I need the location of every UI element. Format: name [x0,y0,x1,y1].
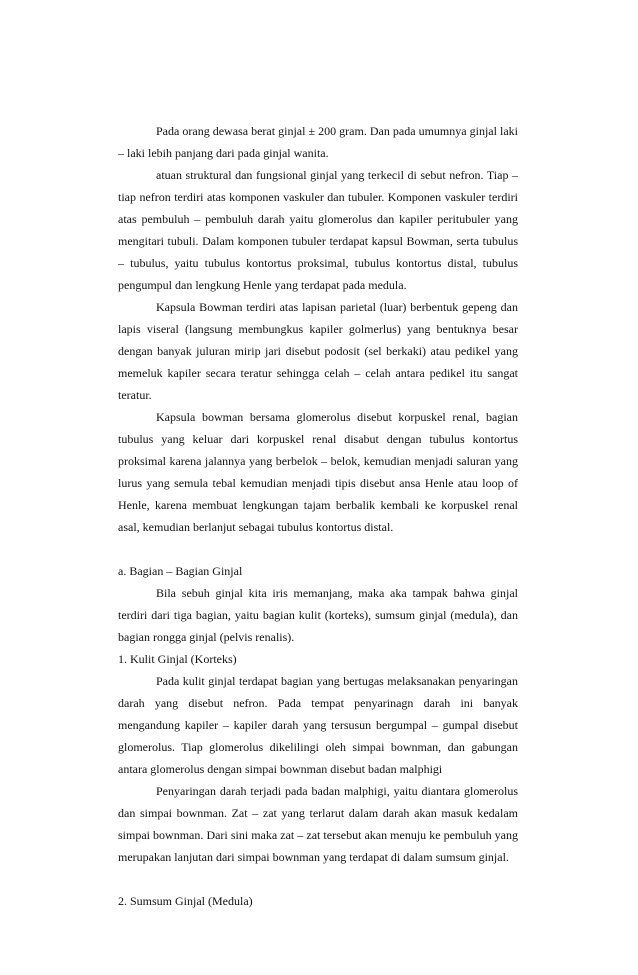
paragraph-korteks-penyaringan: Penyaringan darah terjadi pada badan malphigi, yaitu diantara glomerolus dan simpai bownman. Zat – zat yang terlarut dalam darah akan masuk kedalam simpai bownman. Dari sini maka zat – zat tersebut akan menuju ke pembuluh yang merupakan lanjutan dari simpai bownman yang terdapat di dalam sumsum ginjal. [118,784,518,864]
paragraph-weight: Pada orang dewasa berat ginjal ± 200 gram. Dan pada umumnya ginjal laki – laki lebih panjang dari pada ginjal wanita. [118,124,518,160]
document-body [118,120,518,912]
section-spacer [118,868,518,890]
section-spacer [118,538,518,560]
paragraph-kapsula-bowman: Kapsula Bowman terdiri atas lapisan parietal (luar) berbentuk gepeng dan lapis viseral (langsung membungkus kapiler golmerlus) yang bentuknya besar dengan banyak juluran mirip jari disebut podosit (sel berkaki) atau pedikel yang memeluk kapiler secara teratur sehingga celah – celah antara pedikel itu sangat teratur. [118,300,518,402]
paragraph-korteks-nefron: Pada kulit ginjal terdapat bagian yang bertugas melaksanakan penyaringan darah yang disebut nefron. Pada tempat penyarinagn darah ini banyak mengandung kapiler – kapiler darah yang tersusun bergumpal – gumpal disebut glomerolus. Tiap glomerolus dikelilingi oleh simpai bownman, dan gabungan antara glomerolus dengan simpai bownman disebut badan malphigi [118,674,518,776]
subsection-heading-medula: 2. Sumsum Ginjal (Medula) [118,894,253,908]
paragraph-nefron: atuan struktural dan fungsional ginjal yang terkecil di sebut nefron. Tiap – tiap nefron terdiri atas komponen vaskuler dan tubuler. Komponen vaskuler terdiri atas pembuluh – pembuluh darah yaitu glomerolus dan kapiler peritubuler yang mengitari tubuli. Dalam komponen tubuler terdapat kapsul Bowman, serta tubulus – tubulus, yaitu tubulus kontortus proksimal, tubulus kontortus distal, tubulus pengumpul dan lengkung Henle yang terdapat pada medula. [118,168,518,292]
paragraph-bagian-ginjal: Bila sebuh ginjal kita iris memanjang, maka aka tampak bahwa ginjal terdiri dari tiga bagian, yaitu bagian kulit (korteks), sumsum ginjal (medula), dan bagian rongga ginjal (pelvis renalis). [118,586,518,644]
section-heading-bagian-ginjal: a. Bagian – Bagian Ginjal [118,564,243,578]
subsection-heading-korteks: 1. Kulit Ginjal (Korteks) [118,652,237,666]
paragraph-korpuskel-renal: Kapsula bowman bersama glomerolus disebut korpuskel renal, bagian tubulus yang keluar dari korpuskel renal disabut dengan tubulus kontortus proksimal karena jalannya yang berbelok – belok, kemudian menjadi saluran yang lurus yang semula tebal kemudian menjadi tipis disebut ansa Henle atau loop of Henle, karena membuat lengkungan tajam berbalik kembali ke korpuskel renal asal, kemudian berlanjut sebagai tubulus kontortus distal. [118,410,518,534]
